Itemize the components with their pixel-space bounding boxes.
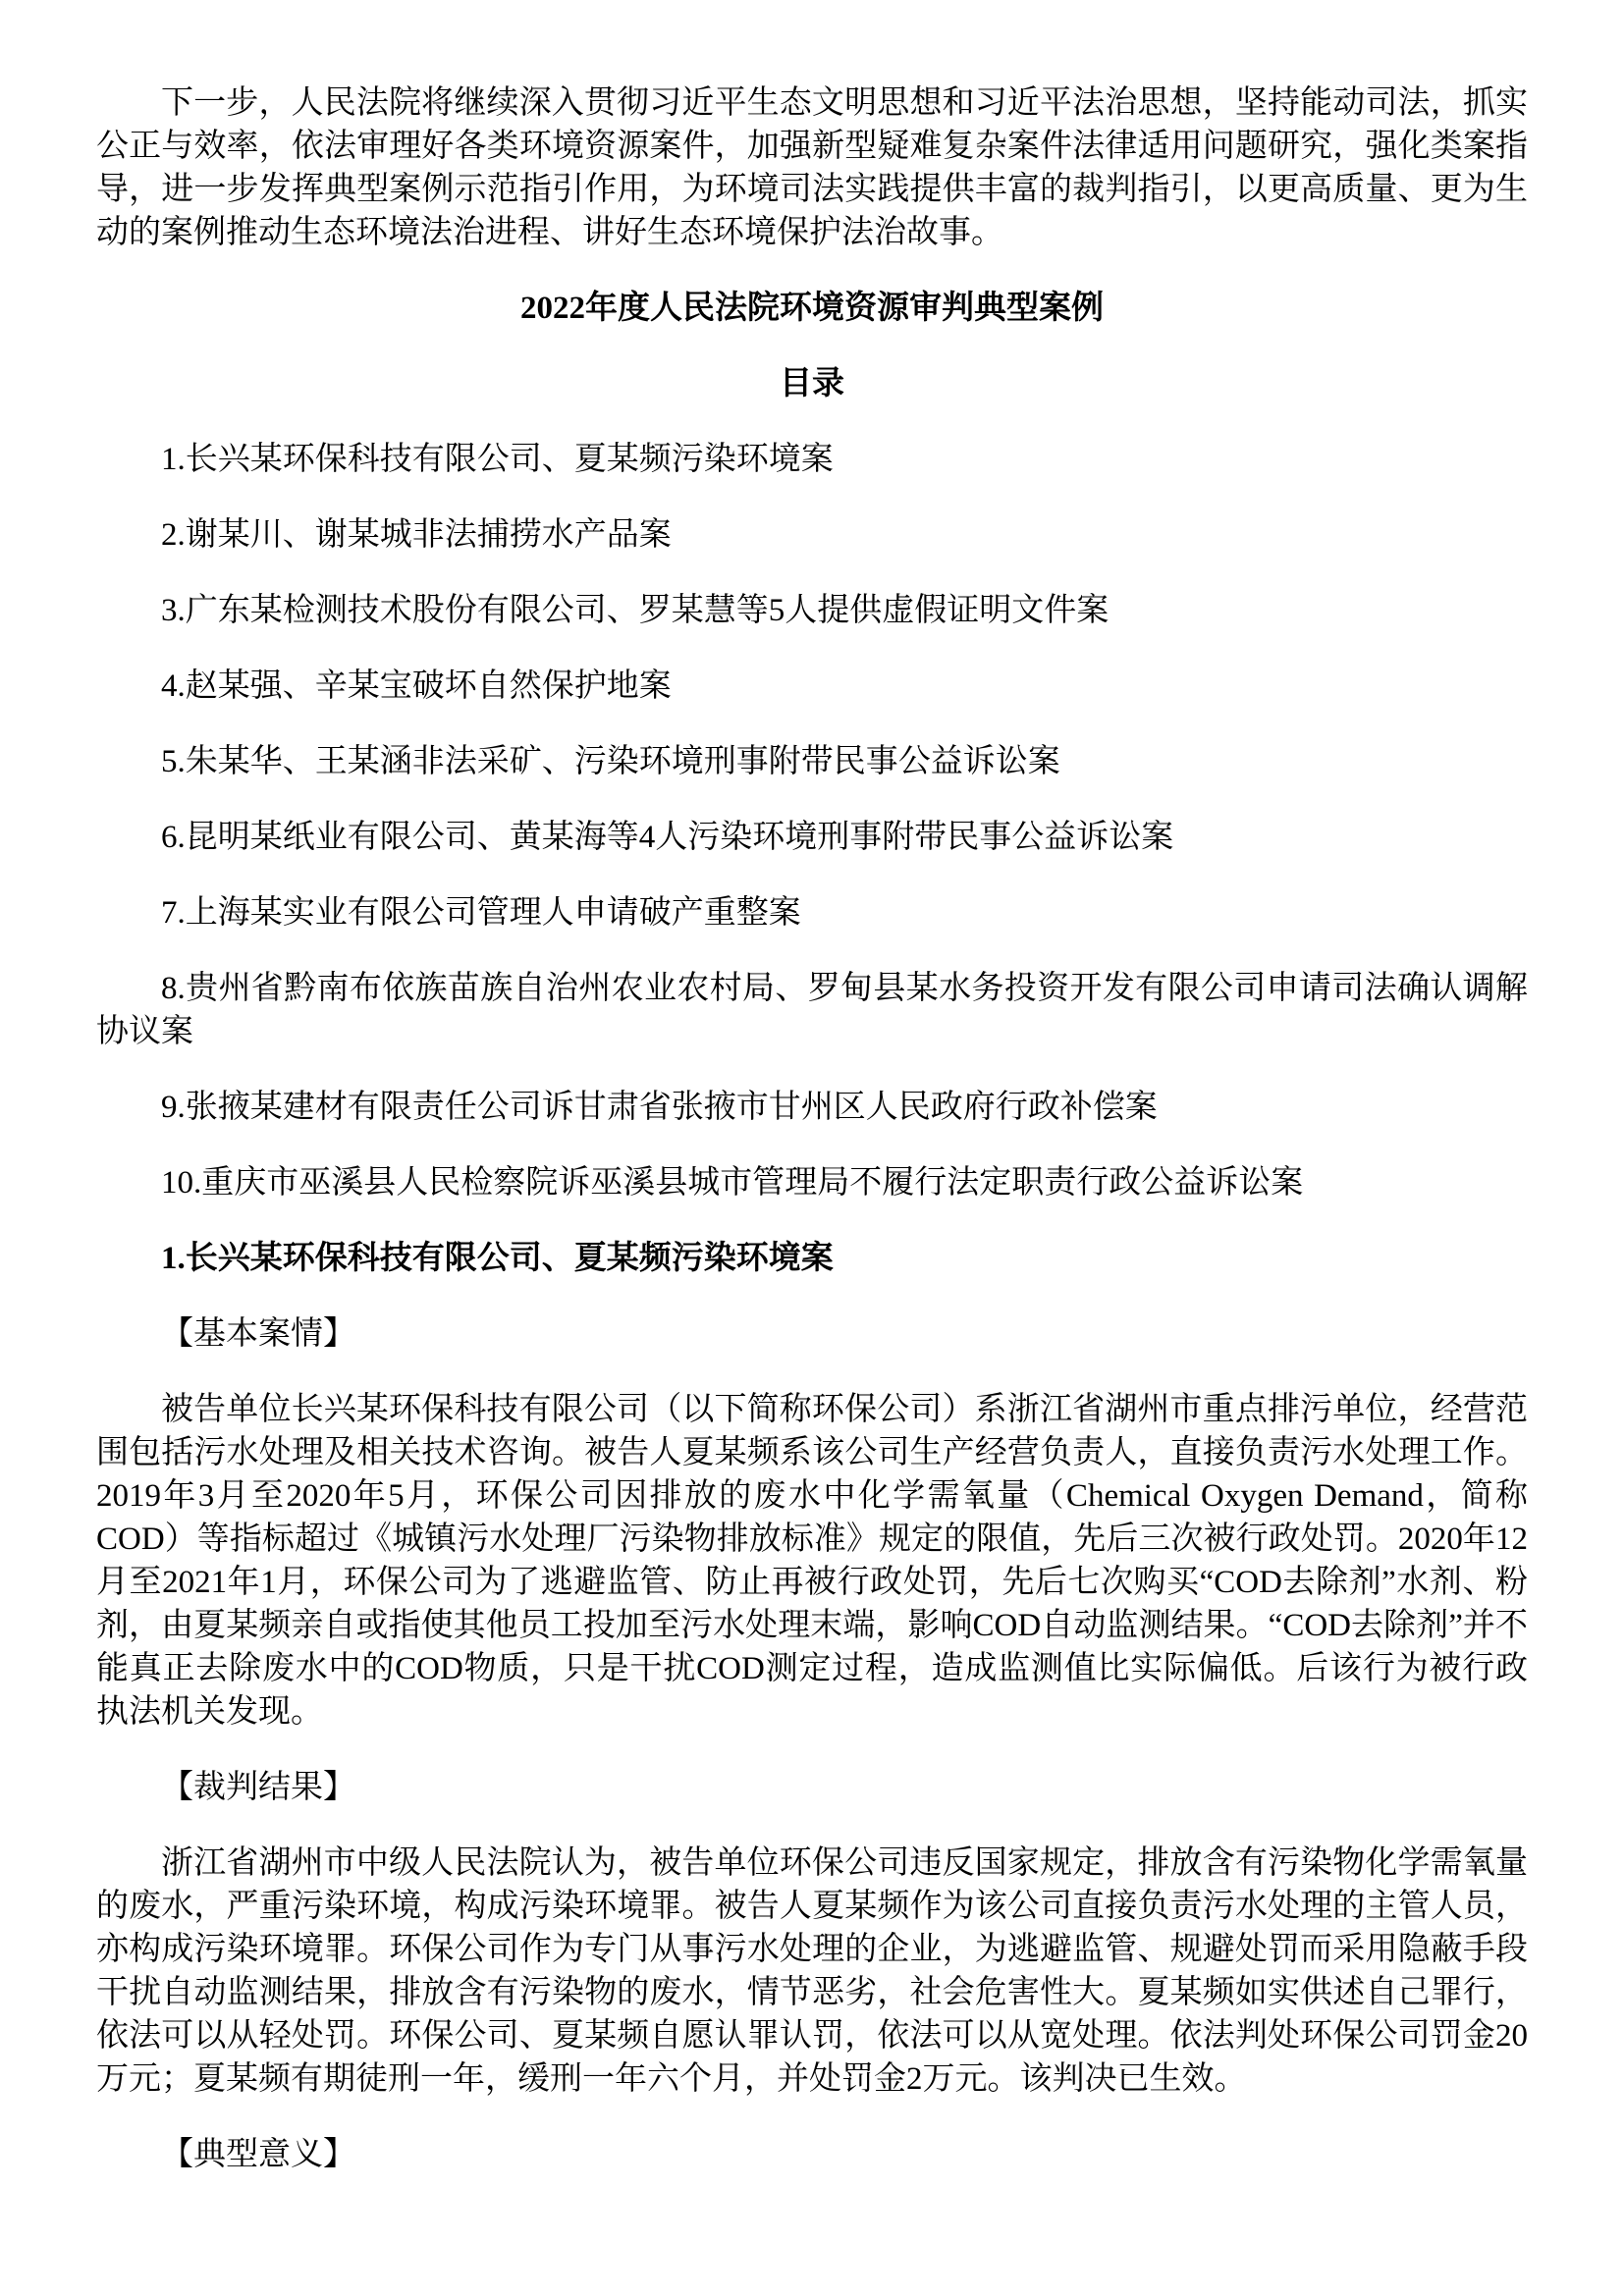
toc-item-8: 8.贵州省黔南布依族苗族自治州农业农村局、罗甸县某水务投资开发有限公司申请司法确认调解协议案 xyxy=(96,971,1528,1049)
document-title: 2022年度人民法院环境资源审判典型案例 xyxy=(520,291,1104,326)
toc-item-2: 2.谢某川、谢某城非法捕捞水产品案 xyxy=(161,517,672,553)
toc-item-3: 3.广东某检测技术股份有限公司、罗某慧等5人提供虚假证明文件案 xyxy=(161,593,1110,628)
section-label-typical-significance: 【典型意义】 xyxy=(161,2137,355,2172)
toc-item-9: 9.张掖某建材有限责任公司诉甘肃省张掖市甘州区人民政府行政补偿案 xyxy=(161,1090,1158,1125)
intro-paragraph: 下一步，人民法院将继续深入贯彻习近平生态文明思想和习近平法治思想，坚持能动司法，抓实公正与效率，依法审理好各类环境资源案件，加强新型疑难复杂案件法律适用问题研究，强化类案指导，进一步发挥典型案例示范指引作用，为环境司法实践提供丰富的裁判指引，以更高质量、更为生动的案例推动生态环境法治进程、讲好生态环境保护法治故事。 xyxy=(96,85,1528,250)
section-label-judgment-result: 【裁判结果】 xyxy=(161,1770,355,1805)
toc-item-1: 1.长兴某环保科技有限公司、夏某频污染环境案 xyxy=(161,442,834,477)
toc-heading: 目录 xyxy=(780,366,844,401)
toc-item-7: 7.上海某实业有限公司管理人申请破产重整案 xyxy=(161,895,801,931)
toc-item-6: 6.昆明某纸业有限公司、黄某海等4人污染环境刑事附带民事公益诉讼案 xyxy=(161,820,1174,855)
section-body-judgment-result: 浙江省湖州市中级人民法院认为，被告单位环保公司违反国家规定，排放含有污染物化学需氧量的废水，严重污染环境，构成污染环境罪。被告人夏某频作为该公司直接负责污水处理的主管人员，亦构成污染环境罪。环保公司作为专门从事污水处理的企业，为逃避监管、规避处罚而采用隐蔽手段干扰自动监测结果，排放含有污染物的废水，情节恶劣，社会危害性大。夏某频如实供述自己罪行，依法可以从轻处罚。环保公司、夏某频自愿认罪认罚，依法可以从宽处理。依法判处环保公司罚金20万元；夏某频有期徒刑一年，缓刑一年六个月，并处罚金2万元。该判决已生效。 xyxy=(96,1845,1528,2097)
section-body-basic-facts: 被告单位长兴某环保科技有限公司（以下简称环保公司）系浙江省湖州市重点排污单位，经营范围包括污水处理及相关技术咨询。被告人夏某频系该公司生产经营负责人，直接负责污水处理工作。2019年3月至2020年5月，环保公司因排放的废水中化学需氧量（Chemical Oxygen Demand，简称COD）等指标超过《城镇污水处理厂污染物排放标准》规定的限值，先后三次被行政处罚。2020年12月至2021年1月，环保公司为了逃避监管、防止再被行政处罚，先后七次购买“COD去除剂”水剂、粉剂，由夏某频亲自或指使其他员工投加至污水处理末端，影响COD自动监测结果。“COD去除剂”并不能真正去除废水中的COD物质，只是干扰COD测定过程，造成监测值比实际偏低。后该行为被行政执法机关发现。 xyxy=(96,1392,1528,1730)
section-label-basic-facts: 【基本案情】 xyxy=(161,1316,355,1352)
toc-item-10: 10.重庆市巫溪县人民检察院诉巫溪县城市管理局不履行法定职责行政公益诉讼案 xyxy=(161,1165,1304,1201)
toc-item-4: 4.赵某强、辛某宝破坏自然保护地案 xyxy=(161,668,672,704)
case-1-heading: 1.长兴某环保科技有限公司、夏某频污染环境案 xyxy=(161,1241,834,1276)
toc-item-5: 5.朱某华、王某涵非法采矿、污染环境刑事附带民事公益诉讼案 xyxy=(161,744,1060,779)
